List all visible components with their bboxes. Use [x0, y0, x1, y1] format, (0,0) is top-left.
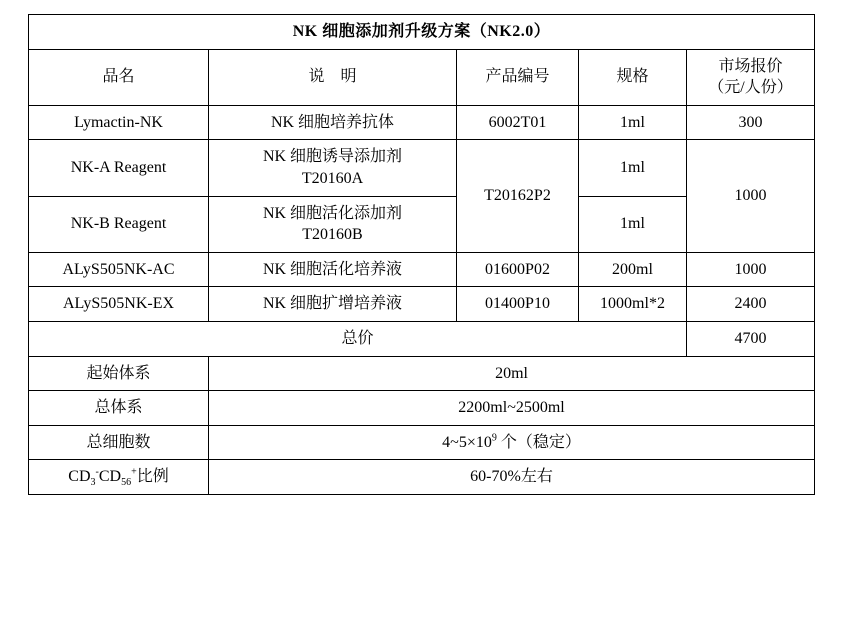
label-sub-56: 56 [121, 477, 132, 489]
cell-product-name: NK-B Reagent [29, 196, 209, 252]
summary-row-start-volume [29, 356, 815, 391]
header-price-line1: 市场报价 [718, 57, 783, 75]
summary-row-total-volume [29, 391, 815, 426]
cell-product-name: Lymactin-NK [29, 105, 209, 140]
cell-description [209, 196, 457, 252]
summary-value [209, 425, 815, 460]
cell-description [209, 140, 457, 196]
cell-description-line2: T20160A [301, 169, 364, 187]
cell-product-code: 01600P02 [457, 252, 579, 287]
cell-description: NK 细胞培养抗体 [209, 105, 457, 140]
header-product-name: 品名 [29, 49, 209, 105]
cell-product-name: ALyS505NK-EX [29, 287, 209, 322]
table-header-row [29, 49, 815, 105]
table-row [29, 140, 815, 196]
cell-price: 300 [687, 105, 815, 140]
cell-spec: 200ml [579, 252, 687, 287]
label-sup-minus: - [95, 466, 99, 478]
header-description: 说 明 [209, 49, 457, 105]
label-mid: CD [98, 468, 122, 486]
cell-spec: 1ml [579, 140, 687, 196]
summary-label: 起始体系 [29, 356, 209, 391]
summary-value-suffix: 个（稳定） [496, 433, 581, 451]
summary-value: 20ml [209, 356, 815, 391]
header-price [687, 49, 815, 105]
label-sup-plus: + [131, 466, 137, 478]
cell-description-line2: T20160B [302, 226, 363, 244]
total-row [29, 321, 815, 356]
header-product-code: 产品编号 [457, 49, 579, 105]
summary-row-cell-count [29, 425, 815, 460]
total-label: 总价 [29, 321, 687, 356]
cell-spec: 1000ml*2 [579, 287, 687, 322]
summary-value: 60-70%左右 [209, 460, 815, 495]
cell-price: 1000 [687, 140, 815, 252]
table-title-row [29, 15, 815, 50]
cell-product-name: NK-A Reagent [29, 140, 209, 196]
label-sub-3: 3 [90, 477, 96, 489]
cell-description-line1: NK 细胞活化添加剂 [262, 204, 403, 222]
summary-row-cd3-cd56-ratio [29, 460, 815, 495]
label-suffix: 比例 [136, 468, 169, 486]
table-row [29, 105, 815, 140]
total-value: 4700 [687, 321, 815, 356]
cell-price: 2400 [687, 287, 815, 322]
summary-label: 总细胞数 [29, 425, 209, 460]
summary-value-prefix: 4~5×10 [442, 433, 492, 451]
summary-value-exponent: 9 [491, 432, 497, 444]
cell-price: 1000 [687, 252, 815, 287]
cell-description: NK 细胞扩增培养液 [209, 287, 457, 322]
header-price-line2: （元/人份） [708, 79, 793, 97]
summary-label [29, 460, 209, 495]
header-spec: 规格 [579, 49, 687, 105]
spec-table [28, 14, 815, 495]
cell-description-line1: NK 细胞诱导添加剂 [262, 148, 403, 166]
cell-spec: 1ml [579, 196, 687, 252]
cell-product-code: T20162P2 [457, 140, 579, 252]
table-row [29, 252, 815, 287]
cell-product-name: ALyS505NK-AC [29, 252, 209, 287]
cell-product-code: 6002T01 [457, 105, 579, 140]
summary-label: 总体系 [29, 391, 209, 426]
cell-spec: 1ml [579, 105, 687, 140]
cell-product-code: 01400P10 [457, 287, 579, 322]
cell-description: NK 细胞活化培养液 [209, 252, 457, 287]
summary-value: 2200ml~2500ml [209, 391, 815, 426]
table-row [29, 287, 815, 322]
page-title: NK 细胞添加剂升级方案（NK2.0） [29, 15, 815, 50]
label-prefix: CD [68, 468, 91, 486]
